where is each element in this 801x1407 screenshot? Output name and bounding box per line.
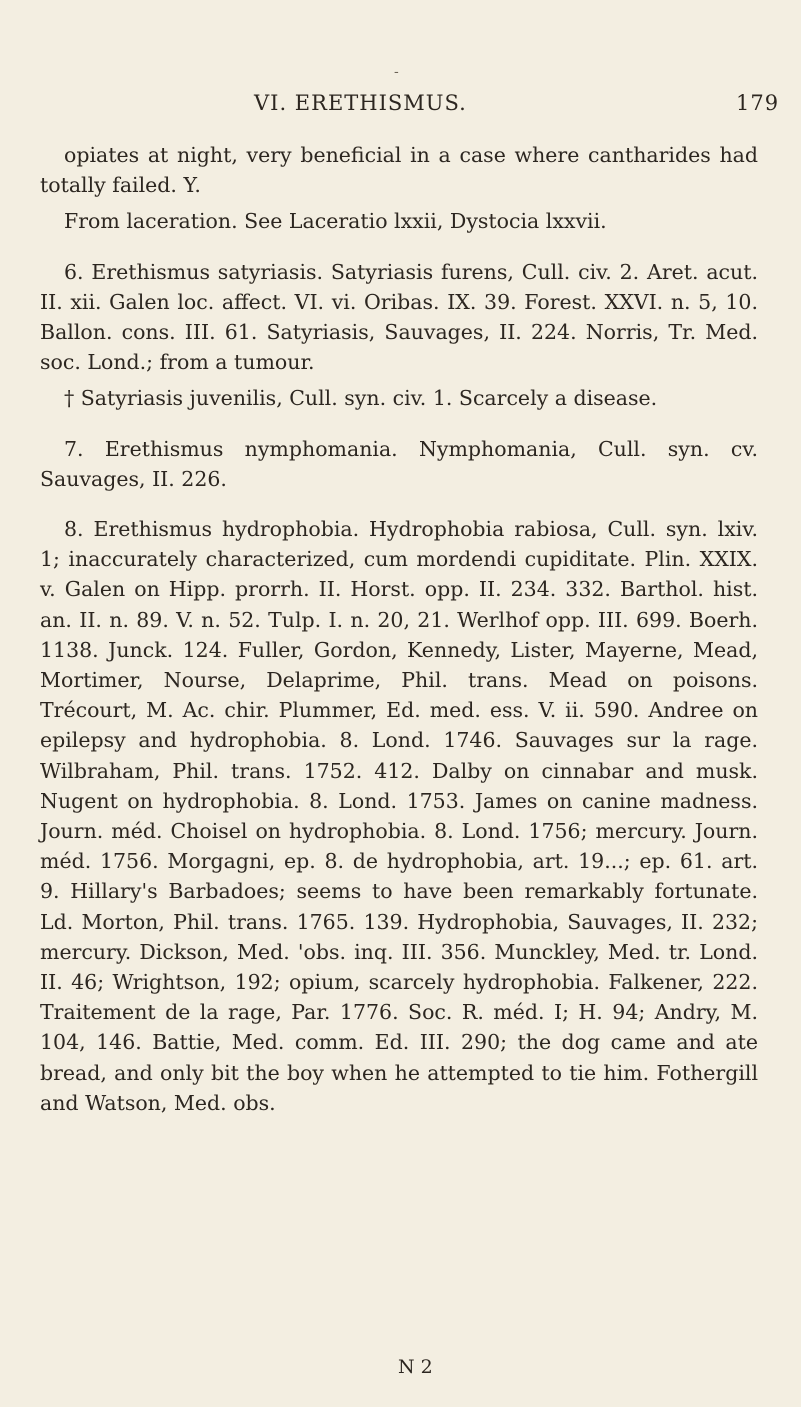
section-title: VI. ERETHISMUS. [254,91,467,115]
paragraph-laceration: From laceration. See Laceratio lxxii, Dystocia lxxvii. [64,209,607,234]
entry-satyriasis: 6. Erethismus satyriasis. Satyriasis furens, Cull. civ. 2. Aret. acut. II. xii. Galen loc. affect. VI. vi. Oribas. IX. 39. Forest. XXVI. n. 5, 10. Ballon. cons. III. 61. Satyriasis, Sauvages, II. 224. Norris, Tr. Med. soc. Lond.; from a tumour. [40,259,758,375]
body-text [40,140,758,1118]
paragraph-opiates: opiates at night, very beneficial in a case where cantharides had totally failed. Y. [40,143,758,198]
signature-mark: N 2 [398,1356,433,1378]
page-mark: - [394,64,399,80]
entry-nymphomania: 7. Erethismus nymphomania. Nymphomania, Cull. syn. cv. Sauvages, II. 226. [40,436,758,491]
entry-hydrophobia: 8. Erethismus hydrophobia. Hydrophobia rabiosa, Cull. syn. lxiv. 1; inaccurately characterized, cum mordendi cupiditate. Plin. XXIX. v. Galen on Hipp. prorrh. II. Horst. opp. II. 234. 332. Barthol. hist. an. II. n. 89. V. n. 52. Tulp. I. n. 20, 21. Werlhof opp. III. 699. Boerh. 1138. Junck. 124. Fuller, Gordon, Kennedy, Lister, Mayerne, Mead, Mortimer, Nourse, Delaprime, Phil. trans. Mead on poisons. Trécourt, M. Ac. chir. Plummer, Ed. med. ess. V. ii. 590. Andree on epilepsy and hydrophobia. 8. Lond. 1746. Sauvages sur la rage. Wilbraham, Phil. trans. 1752. 412. Dalby on cinnabar and musk. Nugent on hydrophobia. 8. Lond. 1753. James on canine madness. Journ. méd. Choisel on hydrophobia. 8. Lond. 1756; mercury. Journ. méd. 1756. Morgagni, ep. 8. de hydrophobia, art. 19...; ep. 61. art. 9. Hillary's Barbadoes; seems to have been remarkably fortunate. Ld. Morton, Phil. trans. 1765. 139. Hydrophobia, Sauvages, II. 232; mercury. Dickson, Med. 'obs. inq. III. 356. Munckley, Med. tr. Lond. II. 46; Wrightson, 192; opium, scarcely hydrophobia. Falkener, 222. Traitement de la rage, Par. 1776. Soc. R. méd. I; H. 94; Andry, M. 104, 146. Battie, Med. comm. Ed. III. 290; the dog came and ate bread, and only bit the boy when he attempted to tie him. Fothergill and Watson, Med. obs. [40,517,758,1115]
entry-satyriasis-juvenilis: † Satyriasis juvenilis, Cull. syn. civ. 1. Scarcely a disease. [64,386,658,411]
page-number: 179 [736,91,780,115]
running-header [0,91,801,121]
